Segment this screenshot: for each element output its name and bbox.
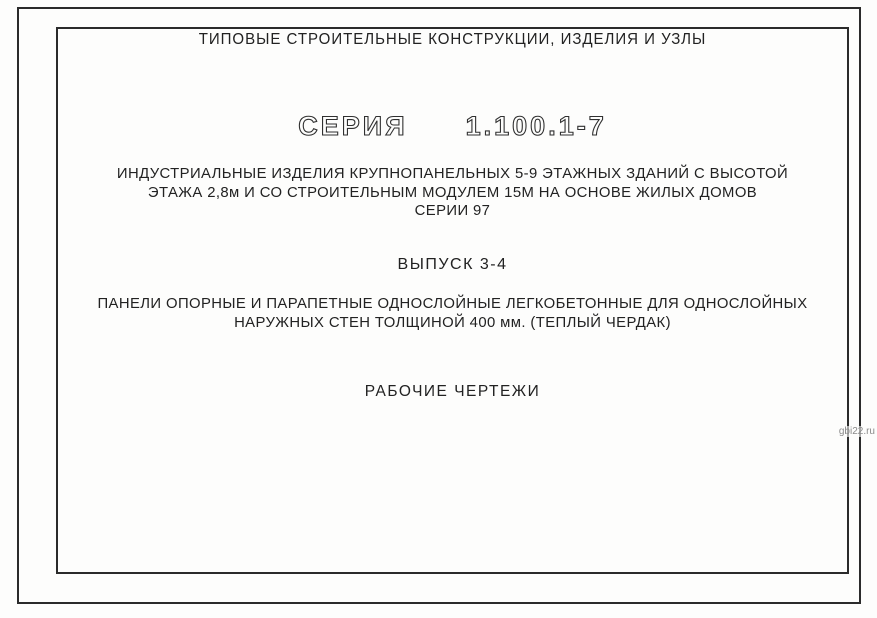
description-line-3: СЕРИИ 97: [414, 202, 491, 219]
subject-description: [60, 295, 845, 332]
document-header: ТИПОВЫЕ СТРОИТЕЛЬНЫЕ КОНСТРУКЦИИ, ИЗДЕЛИЯ И УЗЛЫ: [198, 31, 707, 48]
subject-line-1: ПАНЕЛИ ОПОРНЫЕ И ПАРАПЕТНЫЕ ОДНОСЛОЙНЫЕ ЛЕГКОБЕТОННЫЕ ДЛЯ ОДНОСЛОЙНЫХ: [97, 295, 808, 312]
subject-line-2: НАРУЖНЫХ СТЕН ТОЛЩИНОЙ 400 мм. (ТЕПЛЫЙ ЧЕРДАК): [234, 313, 671, 331]
series-number: 1.100.1-7: [465, 111, 607, 141]
issue-number: ВЫПУСК 3-4: [397, 256, 508, 273]
site-watermark: gbi22.ru: [838, 426, 875, 437]
series-description: [60, 165, 845, 221]
series-title: [56, 111, 849, 142]
document-type: РАБОЧИЕ ЧЕРТЕЖИ: [364, 383, 541, 400]
description-line-2: ЭТАЖА 2,8м И СО СТРОИТЕЛЬНЫМ МОДУЛЕМ 15М НА ОСНОВЕ ЖИЛЫХ ДОМОВ: [147, 183, 758, 201]
description-line-1: ИНДУСТРИАЛЬНЫЕ ИЗДЕЛИЯ КРУПНОПАНЕЛЬНЫХ 5-9 ЭТАЖНЫХ ЗДАНИЙ С ВЫСОТОЙ: [116, 165, 789, 182]
series-label: СЕРИЯ: [298, 111, 408, 141]
